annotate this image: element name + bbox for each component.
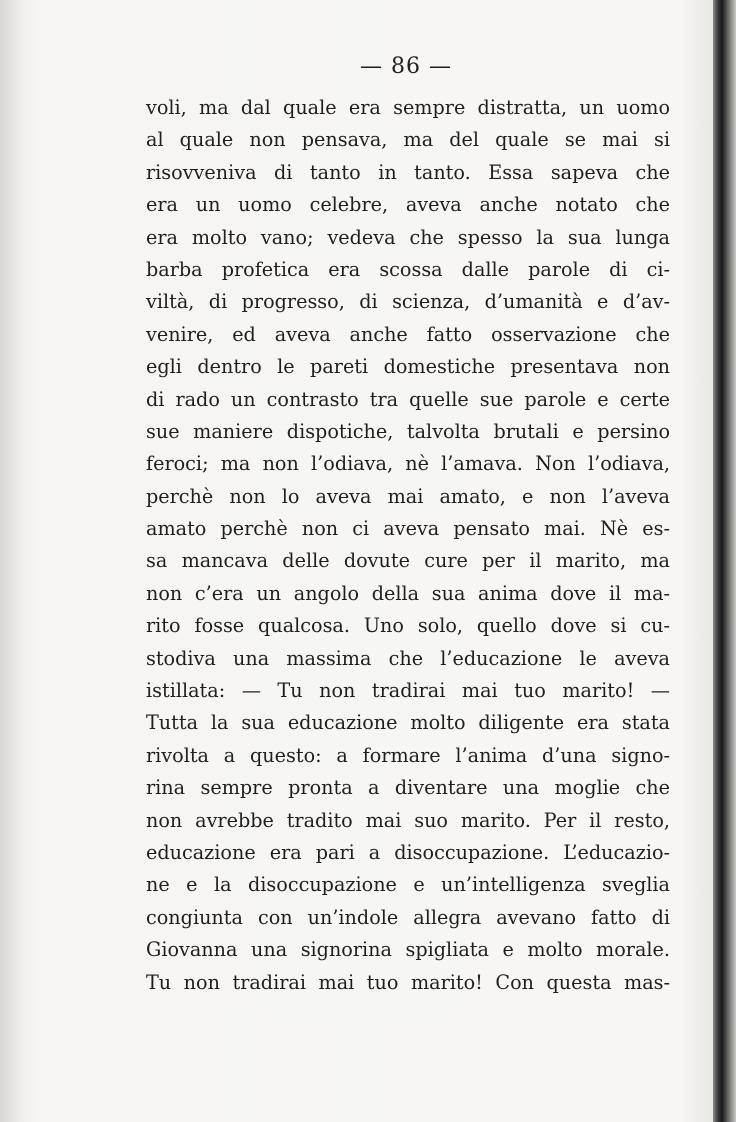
text-line: era molto vano; vedeva che spesso la sua lunga <box>146 225 670 249</box>
text-line: sa mancava delle dovute cure per il marito, ma <box>146 549 670 573</box>
text-line: non avrebbe tradito mai suo marito. Per il resto, <box>146 808 670 832</box>
text-line: rito fosse qualcosa. Uno solo, quello dove si cu- <box>146 614 670 638</box>
text-line: Tu non tradirai mai tuo marito! Con questa mas- <box>146 970 670 994</box>
text-line: Giovanna una signorina spigliata e molto morale. <box>146 938 670 962</box>
text-line: perchè non lo aveva mai amato, e non l’aveva <box>146 484 670 508</box>
text-line: voli, ma dal quale era sempre distratta, un uomo <box>146 96 670 119</box>
text-line: rivolta a questo: a formare l’anima d’una signo- <box>146 743 670 767</box>
text-line: era un uomo celebre, aveva anche notato che <box>146 193 670 217</box>
text-line: ne e la disoccupazione e un’intelligenza sveglia <box>146 873 670 897</box>
text-line: barba profetica era scossa dalle parole di ci- <box>146 257 670 281</box>
text-line: non c’era un angolo della sua anima dove il ma- <box>146 581 670 605</box>
text-line: sue maniere dispotiche, talvolta brutali e persino <box>146 419 670 443</box>
page-number-text: — 86 — <box>360 54 452 79</box>
text-line: feroci; ma non l’odiava, nè l’amava. Non l’odiava, <box>146 452 670 476</box>
text-line: risovveniva di tanto in tanto. Essa sapeva che <box>146 160 670 184</box>
text-line: stodiva una massima che l’educazione le aveva <box>146 646 670 670</box>
page-number <box>0 54 736 79</box>
text-line: congiunta con un’indole allegra avevano fatto di <box>146 905 670 929</box>
text-line: rina sempre pronta a diventare una moglie che <box>146 776 670 800</box>
page-left-edge <box>0 0 22 1122</box>
text-line: venire, ed aveva anche fatto osservazione che <box>146 322 670 346</box>
body-text <box>146 92 670 999</box>
text-line: amato perchè non ci aveva pensato mai. Nè es- <box>146 517 670 541</box>
text-line: educazione era pari a disoccupazione. L’educazio- <box>146 840 670 864</box>
text-line: di rado un contrasto tra quelle sue parole e certe <box>146 387 670 411</box>
text-line: Tutta la sua educazione molto diligente era stata <box>146 711 670 735</box>
text-line: viltà, di progresso, di scienza, d’umanità e d’av- <box>146 290 670 314</box>
book-binding-edge <box>713 0 736 1122</box>
text-line: al quale non pensava, ma del quale se mai si <box>146 128 670 152</box>
text-line: istillata: — Tu non tradirai mai tuo marito! — <box>146 679 670 703</box>
text-line: egli dentro le pareti domestiche presentava non <box>146 355 670 379</box>
